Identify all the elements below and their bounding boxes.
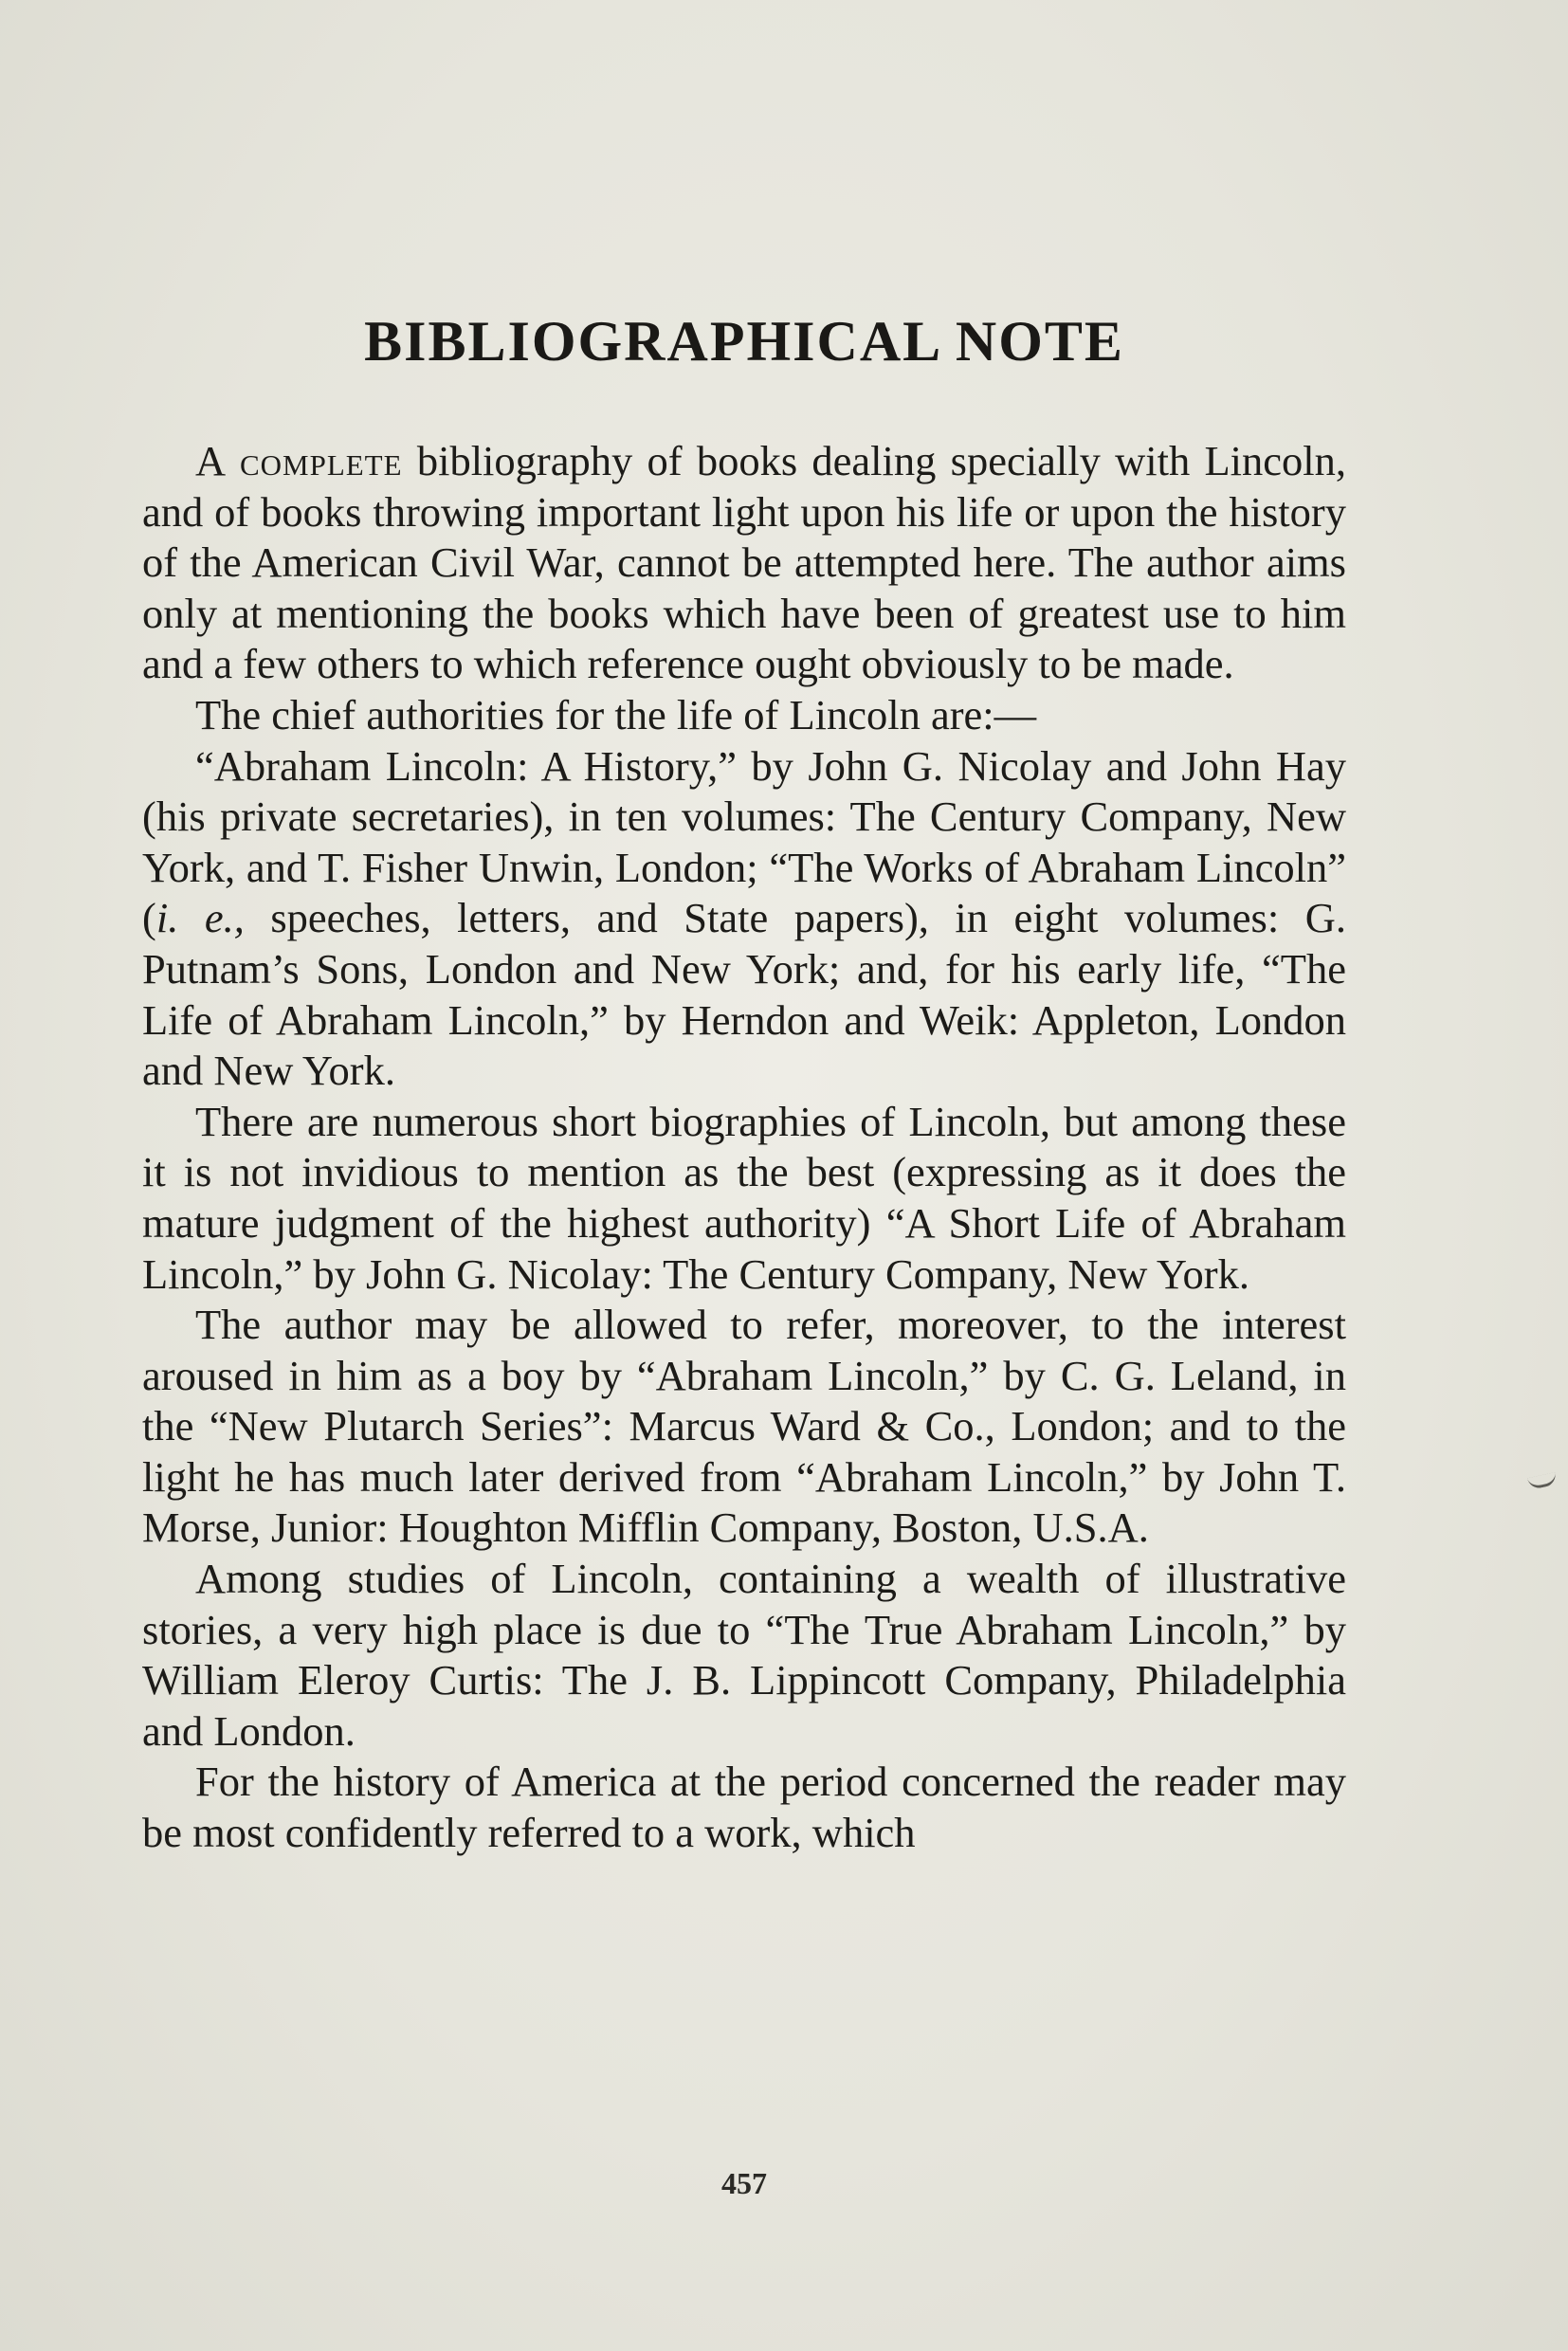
page-number: 457 (721, 2166, 767, 2200)
paragraph-intro-text: bibliography of books dealing specially with Lincoln, and of books throwing important light upon his life or upon the history of the American Civil War, cannot be attempted here. The author aims only at mentioning the books which have been of greatest use to him and a few others to which reference ought obviously to be made. (142, 437, 1346, 688)
paragraph-chief-authorities: The chief authorities for the life of Lincoln are:— (195, 690, 1037, 738)
paragraph-intro (142, 436, 1346, 690)
page-title: BIBLIOGRAPHICAL NOTE (364, 310, 1124, 373)
note-body (142, 436, 1346, 1859)
paragraph-histories (142, 741, 1346, 1097)
ie-abbreviation: i. e., (155, 894, 245, 942)
margin-pencil-mark (1527, 1472, 1558, 1490)
paragraph-short-biographies: There are numerous short biographies of Lincoln, but among these it is not invidious to mention as the best (expressing as it does the mature judgment of the highest authority) “A Short Life of Abraham Lincoln,” by John G. Nicolay: The Century Company, New York. (142, 1097, 1346, 1298)
paragraph-history-of-america: For the history of America at the period concerned the reader may be most confidently referred to a work, which (142, 1758, 1346, 1857)
opening-small-caps: A complete (195, 437, 403, 484)
book-page (142, 310, 1346, 2256)
paragraph-histories-text-b: speeches, letters, and State papers), in eight volumes: G. Putnam’s Sons, London and New York; and, for his early life, “The Life of Abraham Lincoln,” by Herndon and Weik: Appleton, London and New York. (142, 894, 1346, 1095)
paragraph-studies: Among studies of Lincoln, containing a wealth of illustrative stories, a very high place is due to “The True Abraham Lincoln,” by William Eleroy Curtis: The J. B. Lippincott Company, Philadelphia and London. (142, 1555, 1346, 1755)
paragraph-author-references: The author may be allowed to refer, moreover, to the interest aroused in him as a boy by “Abraham Lincoln,” by C. G. Leland, in the “New Plutarch Series”: Marcus Ward & Co., London; and to the light he has much later derived from “Abraham Lincoln,” by John T. Morse, Junior: Houghton Mifflin Company, Boston, U.S.A. (142, 1301, 1346, 1552)
paragraph-histories-text-a: “Abraham Lincoln: A History,” by John G. Nicolay and John Hay (his private secretaries), in ten volumes: The Century Company, New York, and T. Fisher Unwin, London; “The Works of Abraham Lincoln” ( (142, 741, 1346, 942)
